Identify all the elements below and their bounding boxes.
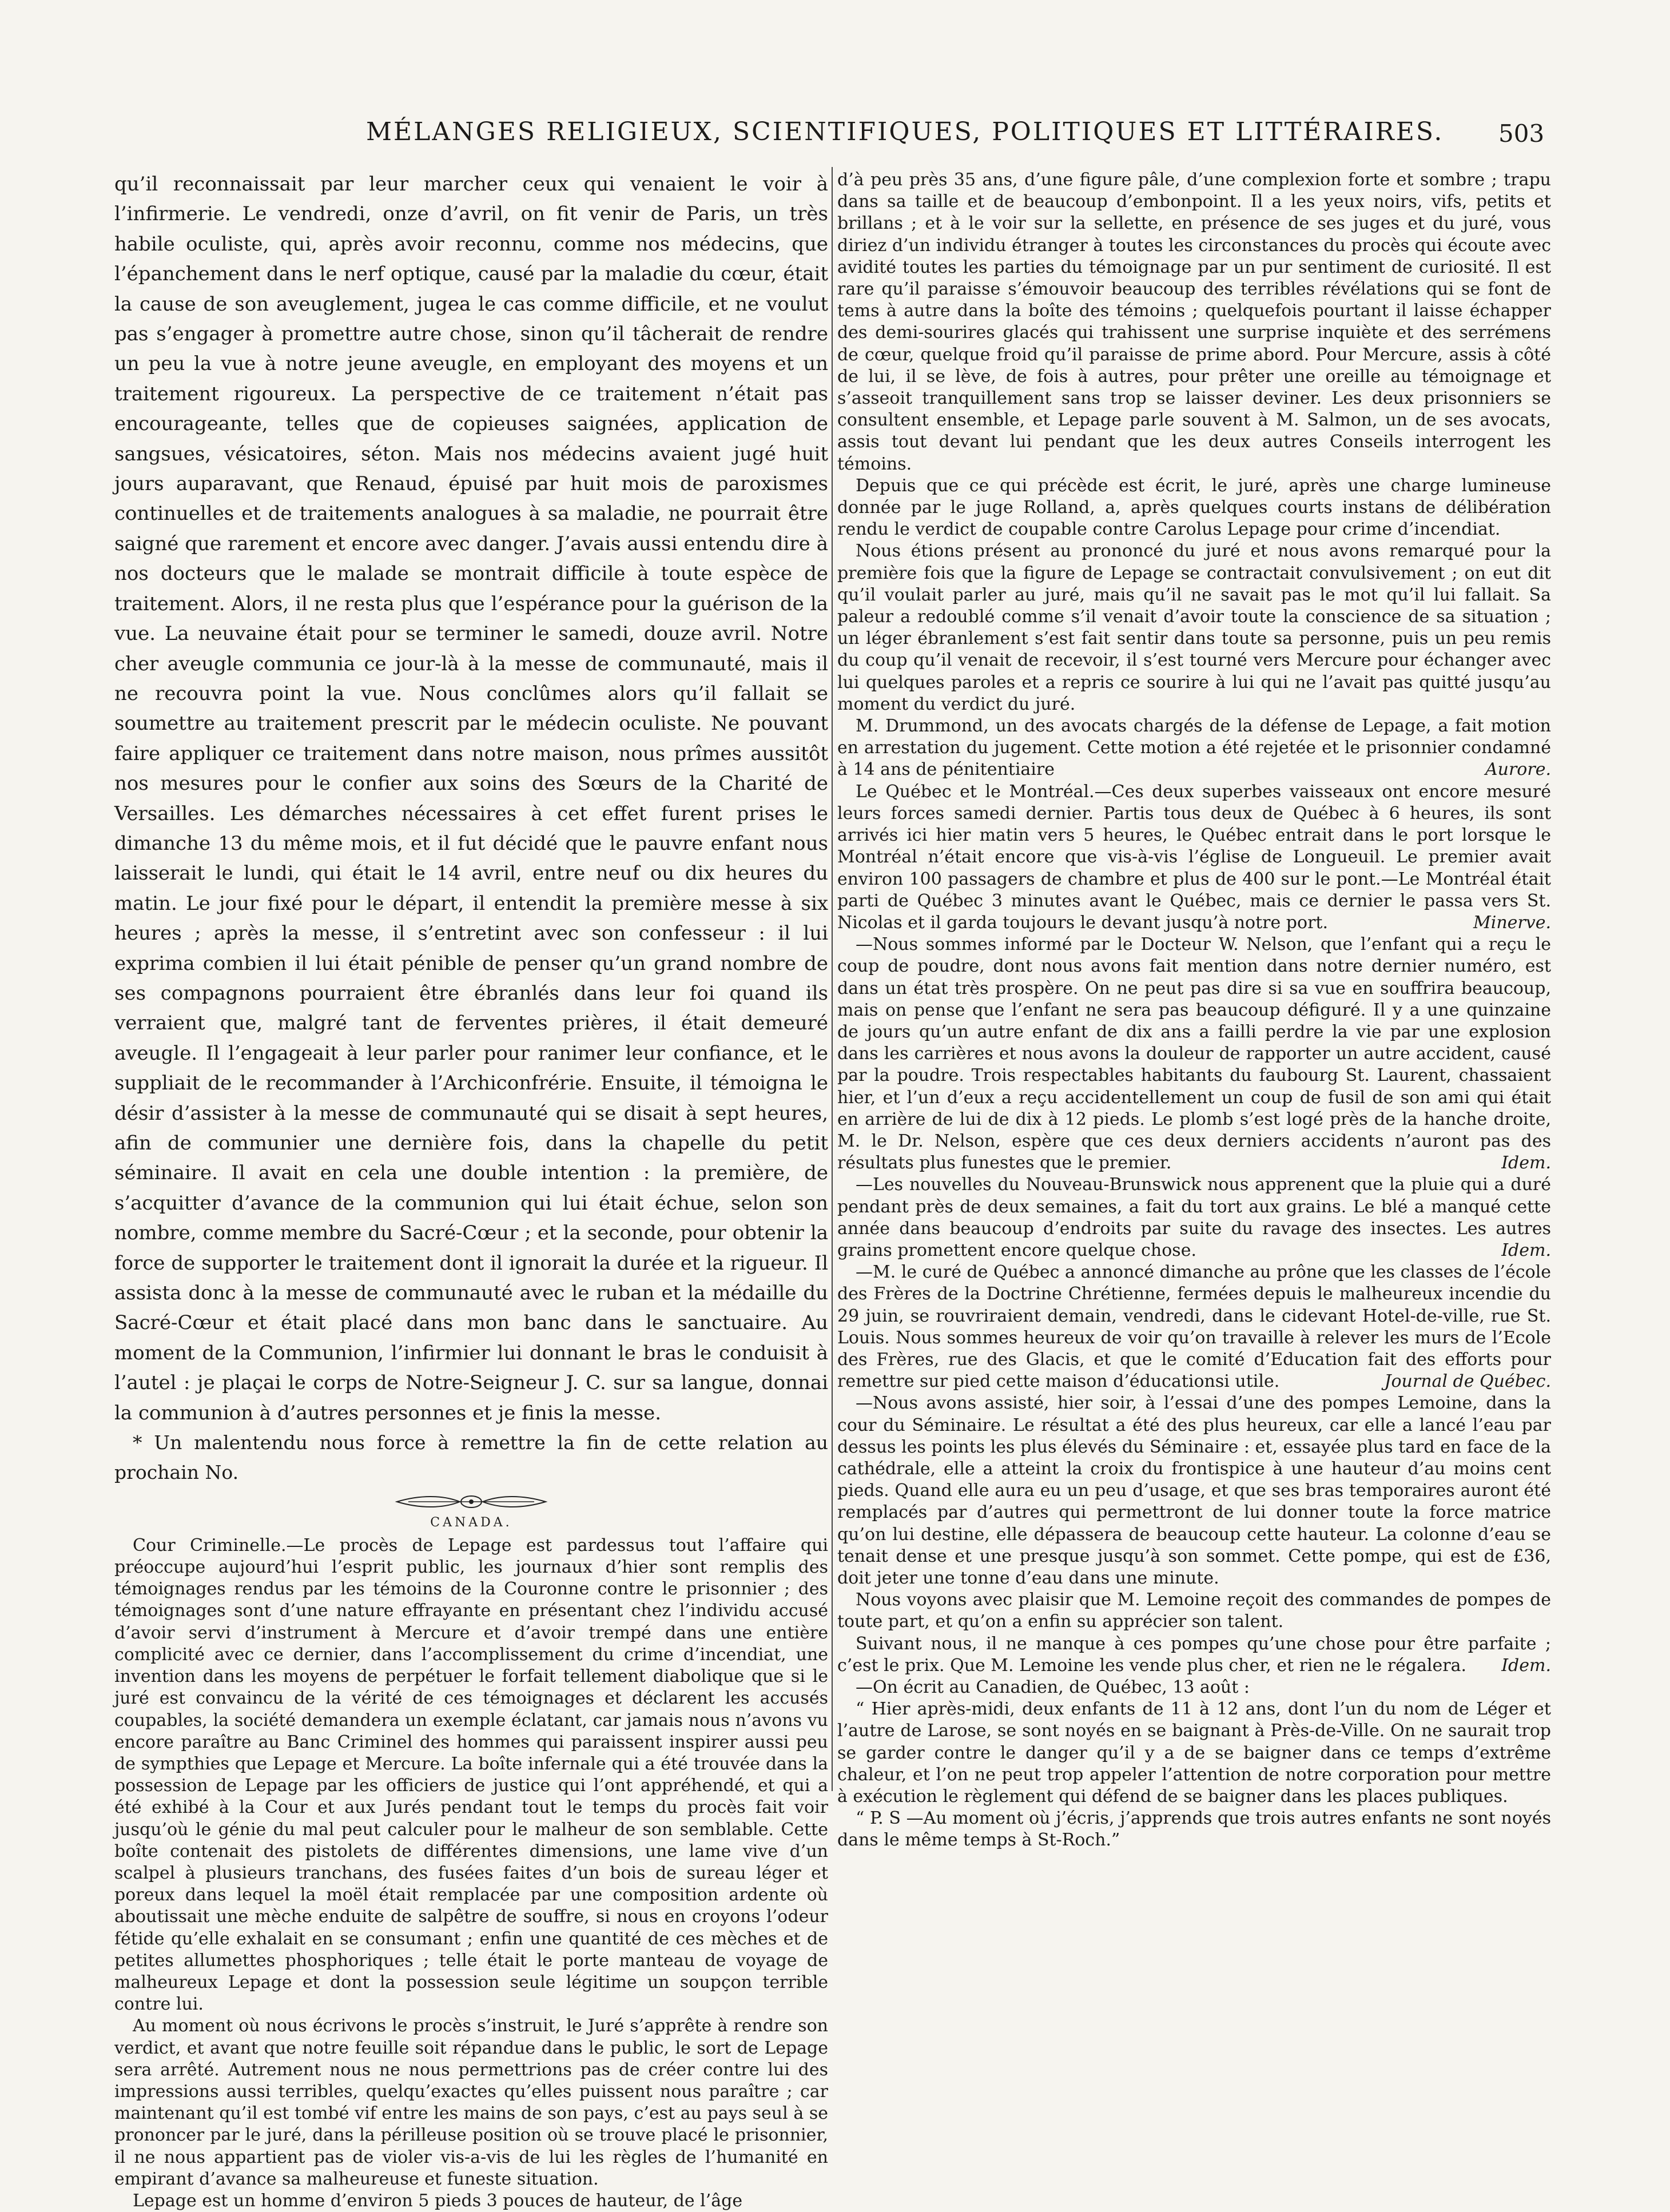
paragraph-text: —M. le curé de Québec a annoncé dimanche au prône que les classes de l’école des Frères de la Doctrine Chrétienne, fermées depuis le malheureux incendie du 29 juin, se rouvriraient demain, vendredi, dans le cidevant Hotel-de-ville, rue St. Louis. Nous sommes heureux de voir qu’on travaille à relever les murs de l’Ecole des Frères, rue des Glacis, et que le comité d’Education fait des efforts pour remettre sur pied cette maison d’éducationsi utile. bbox=[837, 1262, 1551, 1392]
paragraph-text: —Nous sommes informé par le Docteur W. Nelson, que l’enfant qui a reçu le coup de poudre, dont nous avons fait mention dans notre dernier numéro, est dans un état très prospère. On ne peut pas dire si sa vue en souffrira beaucoup, mais on pense que l’enfant ne sera pas beaucoup défiguré. Il y a une quinzaine de jours qu’un autre enfant de dix ans a failli perdre la vie par une explosion dans les carrières et nous avons la douleur de rapporter un autre accident, causé par la poudre. Trois respectables habitants du faubourg St. Laurent, chassaient hier, et l’un d’eux a reçu accidentellement un coup de fusil de son ami qui était en arrière de lui de dix à 12 pieds. Le plomb s’est logé près de la hanche droite, M. le Dr. Nelson, espère que ces deux derniers accidents n’auront pas des résultats plus funestes que le premier. bbox=[837, 934, 1551, 1173]
page-number: 503 bbox=[1498, 120, 1545, 148]
article-paragraph: —On écrit au Canadien, de Québec, 13 août : bbox=[856, 1677, 1250, 1698]
article-paragraph: Cour Criminelle.—Le procès de Lepage est pardessus tout l’affaire qui préoccupe aujourd’hui l’esprit public, les journaux d’hier sont remplis des témoignages rendus par les témoins de la Couronne contre le prisonnier ; des témoignages sont d’une nature effrayante en présentant chez l’individu accusé d’avoir servi d’instrument à Mercure et d’avoir trempé dans une entière complicité avec ce dernier, dans l’accomplissement du crime d’incendiat, une invention dans les moyens de perpétuer le forfait tellement diabolique que si le juré est convaincu de la vérité de ces témoignages et déclarent les accusés coupables, la société demandera un exemple éclatant, car jamais nous n’avons vu encore paraître au Banc Criminel des hommes qui paraissent inspirer aussi peu de sympthies que Lepage et Mercure. La boîte infernale qui a été trouvée dans la possession de Lepage par les officiers de justice qui l’ont appréhendé, et qui a été exhibé à la Cour et aux Jurés pendant tout le temps du procès fait voir jusqu’où le génie du mal peut calculer pour le malheur de son semblable. Cette boîte contenait des pistolets de différentes dimensions, une lame vive d’un scalpel à plusieurs tranchans, des fusées faites d’un bois de sureau léger et poreux dans lequel la moël était remplacée par une composition ardente où aboutissait une mèche enduite de salpêtre de souffre, si nous en croyons l’odeur fétide qu’elle exhalait en se consumant ; enfin une quantité de ces mèches et de petites allumettes phosphoriques ; telle était le porte manteau de voyage de malheureux Lepage et dont la possession seule légitime un soupçon terrible contre lui. bbox=[114, 1535, 828, 2015]
article-paragraph: qu’il reconnaissait par leur marcher ceux qui venaient le voir à l’infirmerie. Le vendredi, onze d’avril, on fit venir de Paris, un très habile oculiste, qui, après avoir reconnu, comme nos médecins, que l’épanchement dans le nerf optique, causé par la maladie du cœur, était la cause de son aveuglement, jugea le cas comme difficile, et ne voulut pas s’engager à promettre autre chose, sinon qu’il tâcherait de rendre un peu la vue à notre jeune aveugle, en employant des moyens et un traitement rigoureux. La perspective de ce traitement n’était pas encourageante, telles que de copieuses saignées, application de sangsues, vésicatoires, séton. Mais nos médecins avaient jugé huit jours auparavant, que Renaud, épuisé par huit mois de paroxismes continuelles et de traitements analogues à sa maladie, ne pourrait être saigné que rarement et encore avec danger. J’avais aussi entendu dire à nos docteurs que le malade se montrait difficile à toute espèce de traitement. Alors, il ne resta plus que l’espérance pour la guérison de la vue. La neuvaine était pour se terminer le samedi, douze avril. Notre cher aveugle communia ce jour-là à la messe de communauté, mais il ne recouvra point la vue. Nous conclûmes alors qu’il fallait se soumettre au traitement prescrit par le médecin oculiste. Ne pouvant faire appliquer ce traitement dans notre maison, nous prîmes aussitôt nos mesures pour le confier aux soins des Sœurs de la Charité de Versailles. Les démarches nécessaires à cet effet furent prises le dimanche 13 du même mois, et il fut décidé que le pauvre enfant nous laisserait le lundi, qui était le 14 avril, entre neuf ou dix heures du matin. Le jour fixé pour le départ, il entendit la première messe à six heures ; après la messe, il s’entretint avec son confesseur : il lui exprima combien il lui était pénible de penser qu’un grand nombre de ses compagnons pourraient être ébranlés dans leur foi quand ils verraient que, malgré tant de ferventes prières, il était demeuré aveugle. Il l’engageait à leur parler pour ranimer leur confiance, et le suppliait de le recommander à l’Archiconfrérie. Ensuite, il témoigna le désir d’assister à la messe de communauté qui se disait à sept heures, afin de communier une dernière fois, dans la chapelle du petit séminaire. Il avait en cela une double intention : la première, de s’acquitter d’avance de la communion qui lui était échue, selon son nombre, comme membre du Sacré-Cœur ; et la seconde, pour obtenir la force de supporter le traitement dont il ignorait la durée et la rigueur. Il assista donc à la messe de communauté avec le ruban et la médaille du Sacré-Cœur et était placé dans mon banc dans le sanctuaire. Au moment de la Communion, l’infirmier lui donnant le bras le conduisit à l’autel : je plaçai le corps de Notre-Seigneur J. C. sur sa langue, donnai la communion à d’autres personnes et je finis la messe. bbox=[114, 173, 828, 1425]
ornament-divider bbox=[114, 1494, 828, 1511]
paragraph-text: —Les nouvelles du Nouveau-Brunswick nous apprenent que la pluie qui a duré pendant près de deux semaines, a fait du tort aux grains. Le blé a manqué cette année dans beaucoup d’endroits par suite du ravage des insectes. Les autres grains promettent encore quelque chose. bbox=[837, 1175, 1551, 1260]
article-paragraph: Nous étions présent au prononcé du juré et nous avons remarqué pour la première fois que la figure de Lepage se contractait convulsivement ; on eut dit qu’il voulait parler au juré, mais qu’il ne savait pas le mot qu’il lui fallait. Sa paleur a redoublé comme s’il venait d’avoir toute la conscience de sa situation ; un léger ébranlement s’est fait sentir dans toute sa personne, puis un peu remis du coup qu’il venait de recevoir, il s’est tourné vers Mercure pour échanger avec lui quelques paroles et a repris ce sourire à lui qui ne l’avait pas quitté jusqu’au moment du verdict du juré. bbox=[837, 541, 1551, 714]
article-paragraph: d’à peu près 35 ans, d’une figure pâle, d’une complexion forte et sombre ; trapu dans sa taille et de beaucoup d’embonpoint. Il a les yeux noirs, vifs, petits et brillans ; et à le voir sur la sellette, en présence de ses juges et du juré, vous diriez d’un individu étranger à toutes les circonstances du procès qui écoute avec avidité toutes les parties du témoignage par un pur sentiment de curiosité. Il est rare qu’il paraisse s’émouvoir beaucoup des terribles révélations qui se font de tems à autre dans la boîte des témoins ; quelquefois pourtant il laisse échapper des demi-sourires glacés qui trahissent une surprise inquiète et des serrémens de cœur, quelque froid qu’il paraisse de prime abord. Pour Mercure, assis à côté de lui, il se lève, de fois à autres, pour prêter une oreille au témoignage et s’asseoit tranquillement sans trop se laisser deviner. Les deux prisonniers se consultent ensemble, et Lepage parle souvent à M. Salmon, un de ses avocats, assis tout devant lui pendant que les deux autres Conseils interrogent les témoins. bbox=[837, 170, 1551, 474]
article-paragraph bbox=[837, 1174, 1551, 1262]
article-paragraph: “ P. S —Au moment où j’écris, j’apprends que trois autres enfants ne sont noyés dans le même temps à St-Roch.” bbox=[837, 1808, 1551, 1851]
paragraph-text: Le Québec et le Montréal.—Ces deux superbes vaisseaux ont encore mesuré leurs forces samedi dernier. Partis tous deux de Québec à 6 heures, ils sont arrivés ici hier matin vers 5 heures, le Québec entrait dans le port lorsque le Montréal n’était encore que vis-à-vis l’église de Longueuil. Le premier avait environ 100 passagers de chambre et plus de 400 sur le pont.—Le Montréal était parti de Québec 3 minutes avant le Québec, mais ce dernier le passa vers St. Nicolas et il garda toujours le devant jusqu’à notre port. bbox=[837, 781, 1551, 933]
article-paragraph: Nous voyons avec plaisir que M. Lemoine reçoit des commandes de pompes de toute part, et qu’on a enfin su apprécier son talent. bbox=[837, 1590, 1551, 1632]
running-title: MÉLANGES RELIGIEUX, SCIENTIFIQUES, POLITIQUES ET LITTÉRAIRES. bbox=[366, 117, 1444, 146]
column-divider bbox=[832, 167, 833, 1791]
page-header bbox=[0, 117, 1670, 157]
right-column bbox=[837, 169, 1551, 1852]
article-paragraph bbox=[837, 715, 1551, 781]
section-heading: CANADA. bbox=[430, 1515, 512, 1530]
ornament-icon bbox=[391, 1494, 551, 1510]
paragraph-text: Suivant nous, il ne manque à ces pompes qu’une chose pour être parfaite ; c’est le prix. Que M. Lemoine les vende plus cher, et rien ne le régalera. bbox=[837, 1633, 1551, 1676]
article-paragraph: Lepage est un homme d’environ 5 pieds 3 pouces de hauteur, de l’âge bbox=[133, 2190, 743, 2211]
article-paragraph: “ Hier après-midi, deux enfants de 11 à 12 ans, dont l’un du nom de Léger et l’autre de Larose, se sont noyés en se baignant à Près-de-Ville. On ne saurait trop se garder contre le danger qu’il y a de se baigner dans ce temps d’extrême chaleur, et l’on ne peut trop appeler l’attention de notre corporation pour mettre à exécution le règlement qui défend de se baigner dans les places publiques. bbox=[837, 1699, 1551, 1807]
source-attribution: Idem. bbox=[1501, 1655, 1551, 1676]
article-paragraph: Depuis que ce qui précède est écrit, le juré, après une charge lumineuse donnée par le juge Rolland, a, après quelques courts instans de délibération rendu le verdict de coupable contre Carolus Lepage pour crime d’incendiat. bbox=[837, 475, 1551, 540]
source-attribution: Journal de Québec. bbox=[1384, 1371, 1551, 1392]
source-attribution: Minerve. bbox=[1473, 912, 1551, 933]
source-attribution: Aurore. bbox=[1485, 759, 1551, 780]
article-paragraph: —Nous avons assisté, hier soir, à l’essai d’une des pompes Lemoine, dans la cour du Séminaire. Le résultat a été des plus heureux, car elle a lancé l’eau par dessus les points les plus élevés du Séminaire : et, essayée plus tard en face de la cathédrale, elle a atteint la croix du frontispice à une hauteur d’au moins cent pieds. Quand elle aura eu un peu d’usage, et que ses bras temporaires auront été remplacés par d’autres qui permettront de lui donner toute la force matrice qu’on lui destine, elle dépassera de beaucoup cette hauteur. La colonne d’eau se tenait dense et une presque jusqu’à son sommet. Cette pompe, qui est de £36, doit jeter une tonne d’eau dans une minute. bbox=[837, 1393, 1551, 1588]
source-attribution: Idem. bbox=[1501, 1240, 1551, 1260]
article-paragraph bbox=[837, 1262, 1551, 1393]
paragraph-text: M. Drummond, un des avocats chargés de la défense de Lepage, a fait motion en arrestation du jugement. Cette motion a été rejetée et le prisonnier condamné à 14 ans de pénitentiaire bbox=[837, 716, 1551, 780]
source-attribution: Idem. bbox=[1501, 1153, 1551, 1173]
left-column bbox=[114, 169, 828, 2212]
article-paragraph: Au moment où nous écrivons le procès s’instruit, le Juré s’apprête à rendre son verdict, et avant que notre feuille soit répandue dans le public, le sort de Lepage sera arrêté. Autrement nous ne nous permettrions pas de créer contre lui des impressions aussi terribles, quelqu’exactes qu’elles puissent nous paraître ; car maintenant qu’il est tombé vif entre les mains de son pays, c’est au pays seul à se prononcer par le juré, dans la périlleuse position où se trouve placé le prisonnier, il ne nous appartient pas de violer vis-a-vis de lui les règles de l’humanité en empirant d’avance sa malheureuse et funeste situation. bbox=[114, 2016, 828, 2189]
editorial-note: * Un malentendu nous force à remettre la fin de cette relation au prochain No. bbox=[114, 1431, 828, 1484]
article-paragraph bbox=[837, 1633, 1551, 1677]
article-paragraph bbox=[837, 781, 1551, 934]
article-paragraph bbox=[837, 934, 1551, 1174]
